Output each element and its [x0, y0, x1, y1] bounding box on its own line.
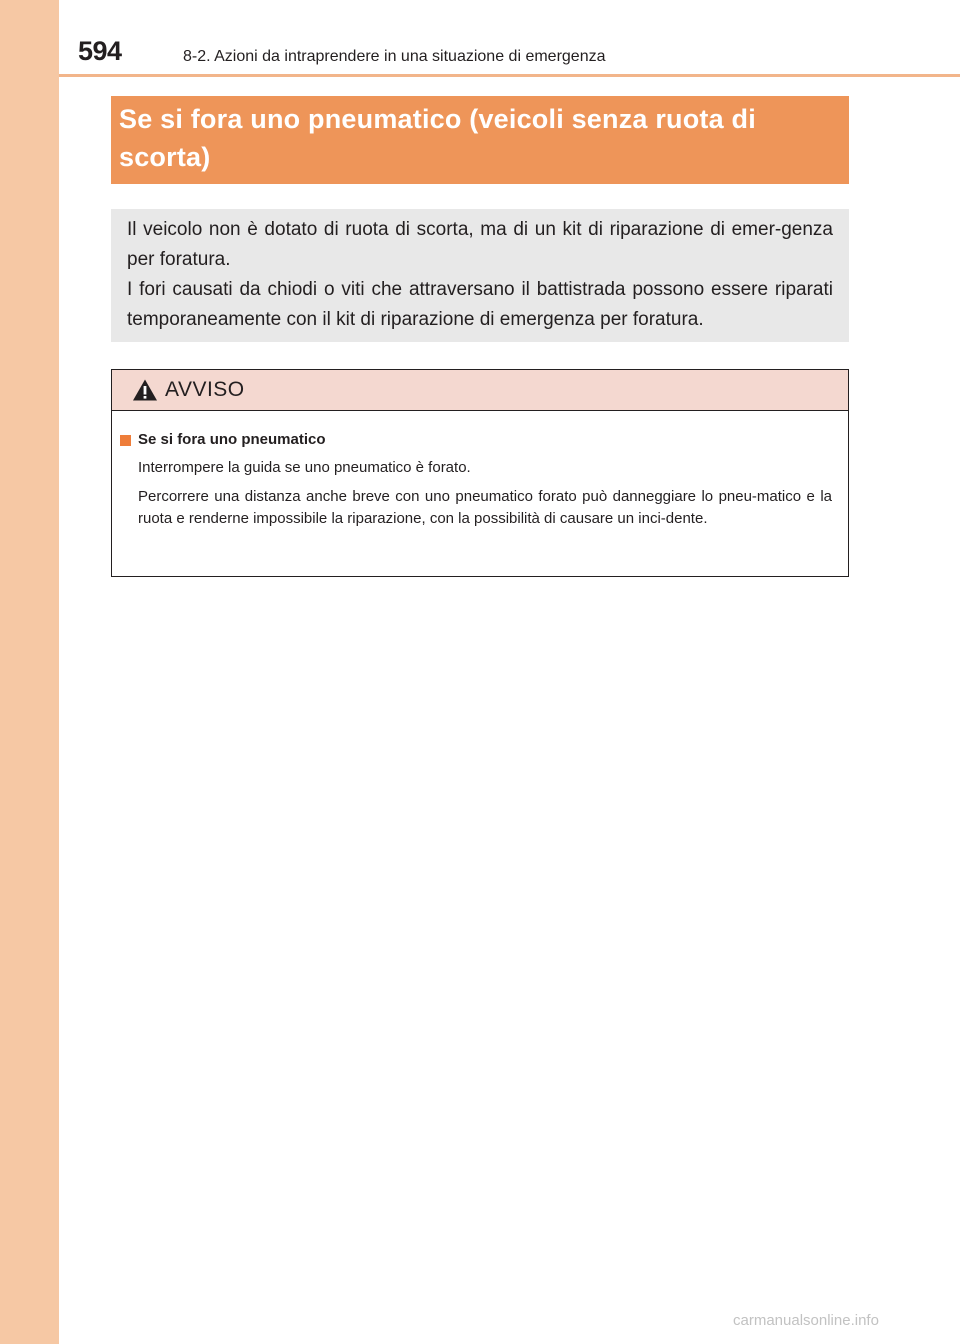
header-rule	[59, 74, 960, 77]
page-number: 594	[78, 36, 122, 66]
square-bullet-icon	[120, 435, 131, 446]
page-title-band	[111, 96, 849, 184]
warning-subheading-text: Se si fora uno pneumatico	[138, 431, 326, 448]
page-title: Se si fora uno pneumatico (veicoli senza ruota di scorta)	[119, 104, 756, 172]
intro-paragraph-2: I fori causati da chiodi o viti che attraversano il battistrada possono essere riparati temporaneamente con il kit di riparazione di emergenza per foratura.	[127, 279, 833, 330]
warning-paragraph-2: Percorrere una distanza anche breve con uno pneumatico forato può danneggiare lo pneu-matico e la ruota e renderne impossibile la riparazione, con la possibilità di causare un inci-dente.	[138, 488, 832, 527]
warning-header	[112, 370, 848, 411]
warning-subheading	[120, 429, 832, 451]
warning-box	[111, 369, 849, 577]
watermark: carmanualsonline.info	[733, 1312, 879, 1329]
intro-box	[111, 209, 849, 342]
warning-paragraph-1: Interrompere la guida se uno pneumatico è forato.	[138, 459, 471, 476]
left-margin-band	[0, 0, 59, 1344]
warning-body	[112, 411, 848, 530]
section-title: 8-2. Azioni da intraprendere in una situazione di emergenza	[183, 48, 606, 65]
warning-label: AVVISO	[165, 378, 245, 401]
warning-triangle-icon	[132, 378, 158, 402]
intro-paragraph-1: Il veicolo non è dotato di ruota di scorta, ma di un kit di riparazione di emer-genza per foratura.	[127, 219, 833, 270]
